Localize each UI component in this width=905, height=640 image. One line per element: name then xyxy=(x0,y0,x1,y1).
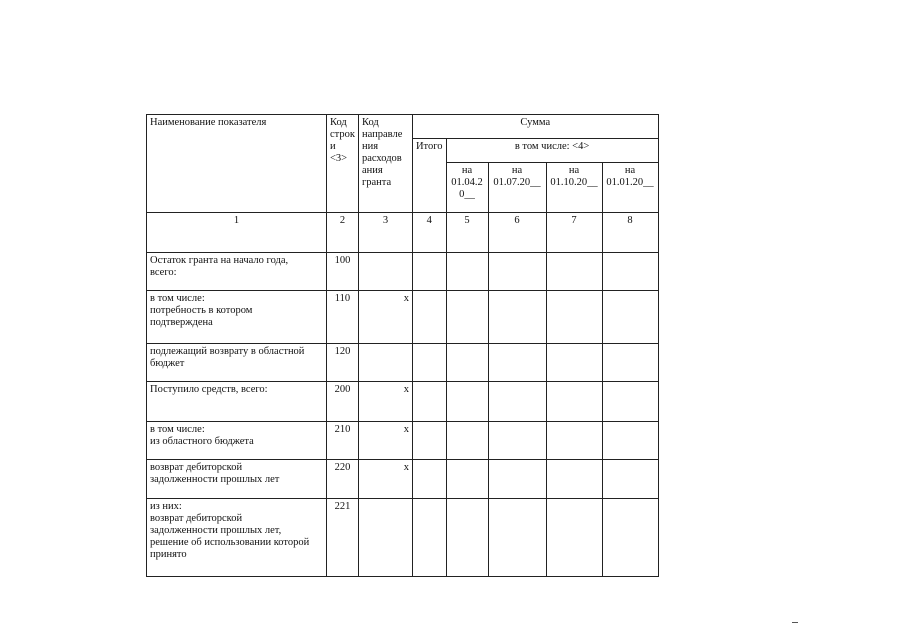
row-direction xyxy=(358,253,412,291)
column-number-row xyxy=(147,213,659,253)
row-direction: x xyxy=(358,422,412,460)
header-date-1: на 01.04.2 0__ xyxy=(446,163,488,213)
header-including: в том числе: <4> xyxy=(446,139,658,163)
row-code: 100 xyxy=(327,253,359,291)
row-direction xyxy=(358,499,412,577)
table-row xyxy=(147,382,659,422)
grant-report-table xyxy=(146,114,659,577)
row-label: Поступило средств, всего: xyxy=(147,382,327,422)
header-date-4: на 01.01.20__ xyxy=(602,163,658,213)
row-label: Остаток гранта на начало года, всего: xyxy=(147,253,327,291)
row-label: в том числе: из областного бюджета xyxy=(147,422,327,460)
header-direction-code: Код направле ния расходов ания гранта xyxy=(358,115,412,213)
table-row xyxy=(147,291,659,344)
header-date-2: на 01.07.20__ xyxy=(488,163,546,213)
row-code: 220 xyxy=(327,460,359,499)
col-number-8: 8 xyxy=(602,213,658,253)
row-label: в том числе: потребность в котором подтверждена xyxy=(147,291,327,344)
col-number-3: 3 xyxy=(358,213,412,253)
col-number-5: 5 xyxy=(446,213,488,253)
header-date-3: на 01.10.20__ xyxy=(546,163,602,213)
col-number-1: 1 xyxy=(147,213,327,253)
col-number-6: 6 xyxy=(488,213,546,253)
header-row-code: Код строк и <3> xyxy=(327,115,359,213)
row-code: 210 xyxy=(327,422,359,460)
table-row xyxy=(147,460,659,499)
table-row xyxy=(147,253,659,291)
table-row xyxy=(147,499,659,577)
table-row xyxy=(147,422,659,460)
table-row xyxy=(147,344,659,382)
col-number-2: 2 xyxy=(327,213,359,253)
header-sum: Сумма xyxy=(412,115,658,139)
header-indicator-name: Наименование показателя xyxy=(147,115,327,213)
row-code: 221 xyxy=(327,499,359,577)
row-code: 120 xyxy=(327,344,359,382)
row-label: подлежащий возврату в областной бюджет xyxy=(147,344,327,382)
row-code: 200 xyxy=(327,382,359,422)
row-label: возврат дебиторской задолженности прошлых лет xyxy=(147,460,327,499)
row-code: 110 xyxy=(327,291,359,344)
header-total: Итого xyxy=(412,139,446,213)
col-number-4: 4 xyxy=(412,213,446,253)
scan-mark xyxy=(792,622,798,623)
row-direction: x xyxy=(358,382,412,422)
col-number-7: 7 xyxy=(546,213,602,253)
row-direction: x xyxy=(358,291,412,344)
row-direction: x xyxy=(358,460,412,499)
row-label: из них: возврат дебиторской задолженности прошлых лет, решение об использовании которой принято xyxy=(147,499,327,577)
row-direction xyxy=(358,344,412,382)
